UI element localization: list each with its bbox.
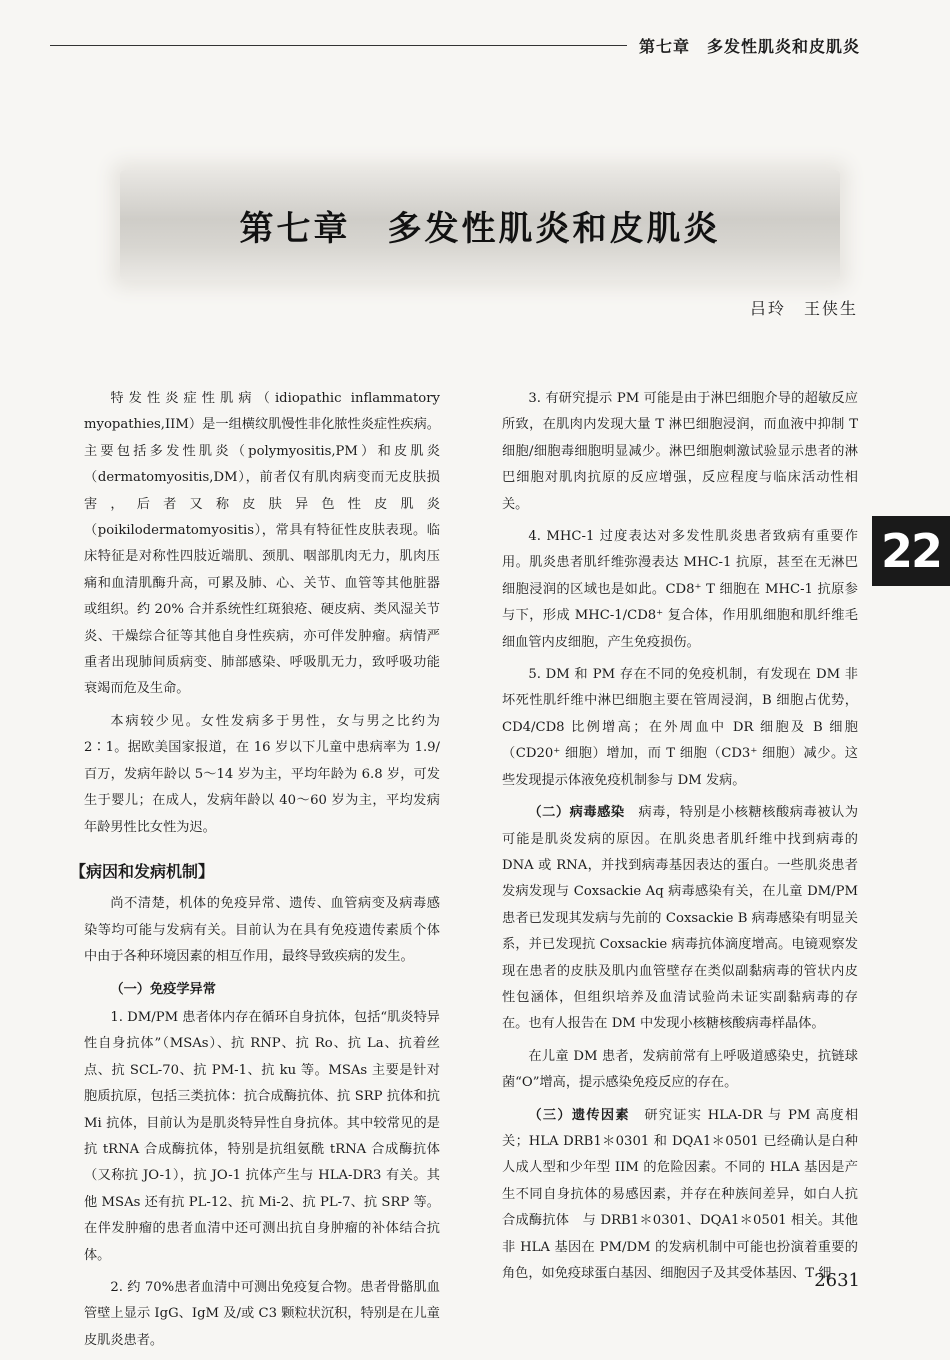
immunology-paragraph-1: 1. DM/PM 患者体内存在循环自身抗体，包括“肌炎特异性自身抗体”（MSAs）、抗 RNP、抗 Ro、抗 La、抗着丝点、抗 SCL-70、抗 PM-1、抗 ku 等。MSAs 主要是针对胞质抗原，包括三类抗体：抗合成酶抗体、抗 SRP 抗体和抗 Mi 抗体，目前认为是肌炎特异性自身抗体。其中较常见的是抗 tRNA 合成酶抗体，特别是抗组氨酰 tRNA 合成酶抗体（又称抗 JO-1），抗 JO-1 抗体产生与 HLA-DR3 有关。其他 MSAs 还有抗 PL-12、抗 Mi-2、抗 PL-7、抗 SRP 等。在伴发肿瘤的患者血清中还可测出抗自身肿瘤的补体结合抗体。 [84, 1009, 440, 1263]
subheading-virus: （二）病毒感染 [528, 805, 625, 821]
immunology-paragraph-4: 4. MHC-1 过度表达对多发性肌炎患者致病有重要作用。肌炎患者肌纤维弥漫表达 MHC-1 抗原，甚至在无淋巴细胞浸润的区域也是如此。CD8⁺ T 细胞在 MHC-1 抗原参与下，形成 MHC-1/CD8⁺ 复合体，作用肌细胞和肌纤维毛细血管内皮细胞，产生免疫损伤。 [502, 529, 858, 650]
virus-text: 病毒，特别是小核糖核酸病毒被认为可能是肌炎发病的原因。在肌炎患者肌纤维中找到病毒的 DNA 或 RNA，并找到病毒基因表达的蛋白。一些肌炎患者发病发现与 Coxsackie Aq 病毒感染有关，在儿童 DM/PM 患者已发现其发病与先前的 Coxsackie B 病毒感染有明显关系，并已发现抗 Coxsackie 病毒抗体滴度增高。电镜观察发现在患者的皮肤及肌内血管壁存在类似副黏病毒的管状内皮性包涵体，但组织培养及血清试验尚未证实副黏病毒的存在。也有人报告在 DM 中发现小核糖核酸病毒样晶体。 [502, 805, 859, 1032]
page-number: 2631 [814, 1270, 860, 1291]
genetic-text: 研究证实 HLA-DR 与 PM 高度相关；HLA DRB1＊0301 和 DQA1＊0501 已经确认是白种人成人型和少年型 IIM 的危险因素。不同的 HLA 基因是产生不同自身抗体的易感因素，并存在种族间差异，如白人抗合成酶抗体 与 DRB1＊0301、DQA1＊0501 相关。其他非 HLA 基因在 PM/DM 的发病机制中可能也扮演着重要的角色，如免疫球蛋白基因、细胞因子及其受体基因、T 细 [502, 1107, 859, 1281]
chapter-tab-marker: 22 [872, 516, 950, 586]
subheading-immunology: （一）免疫学异常 [110, 981, 216, 997]
immunology-paragraph-5: 5. DM 和 PM 存在不同的免疫机制，有发现在 DM 非坏死性肌纤维中淋巴细胞主要在管周浸润，B 细胞占优势，CD4/CD8 比例增高；在外周血中 DR 细胞及 B 细胞（CD20⁺ 细胞）增加，而 T 细胞（CD3⁺ 细胞）减少。这些发现提示体液免疫机制参与 DM 发病。 [502, 667, 858, 788]
intro-paragraph-1: 特发性炎症性肌病（idiopathic inflammatory myopathies,IIM）是一组横纹肌慢性非化脓性炎症性疾病。主要包括多发性肌炎（polymyositis,PM）和皮肌炎（dermatomyositis,DM），前者仅有肌肉病变而无皮肤损害，后者又称皮肤异色性皮肌炎（poikilodermatomyositis），常具有特征性皮肤表现。临床特征是对称性四肢近端肌、颈肌、咽部肌肉无力，肌肉压痛和血清肌酶升高，可累及肺、心、关节、血管等其他脏器或组织。约 20% 合并系统性红斑狼疮、硬皮病、类风湿关节炎、干燥综合征等其他自身性疾病，亦可伴发肿瘤。病情严重者出现肺间质病变、肺部感染、呼吸肌无力，致呼吸功能衰竭而危及生命。 [84, 391, 440, 697]
intro-paragraph-2: 本病较少见。女性发病多于男性，女与男之比约为 2∶1。据欧美国家报道，在 16 岁以下儿童中患病率为 1.9/百万，发病年龄以 5～14 岁为主，平均年龄为 6.8 岁，可发生于婴儿；在成人，发病年龄以 40～60 岁为主，平均发病年龄男性比女性为迟。 [84, 713, 440, 835]
etiology-paragraph: 尚不清楚，机体的免疫异常、遗传、血管病变及病毒感染等均可能与发病有关。目前认为在具有免疫遗传素质个体中由于各种环境因素的相互作用，最终导致疾病的发生。 [84, 896, 440, 965]
immunology-paragraph-2: 2. 约 70%患者血清中可测出免疫复合物。患者骨骼肌血管壁上显示 IgG、IgM 及/或 C3 颗粒状沉积，特别是在儿童皮肌炎患者。 [84, 1280, 440, 1348]
virus-paragraph-1 [502, 800, 858, 1038]
section-heading-etiology: 【病因和发病机制】 [70, 861, 215, 881]
virus-paragraph-2: 在儿童 DM 患者，发病前常有上呼吸道感染史，抗链球菌“O”增高，提示感染免疫反应的存在。 [502, 1048, 858, 1091]
left-column [70, 386, 440, 1360]
authors: 吕玲 王侠生 [749, 299, 858, 318]
subheading-genetics: （三）遗传因素 [528, 1107, 630, 1123]
right-column [502, 386, 858, 1293]
header-rule [50, 45, 627, 46]
genetic-paragraph [502, 1103, 858, 1288]
running-header [50, 28, 860, 62]
chapter-title-band [120, 170, 840, 280]
immunology-paragraph-3: 3. 有研究提示 PM 可能是由于淋巴细胞介导的超敏反应所致，在肌肉内发现大量 T 淋巴细胞浸润，而血液中抑制 T 细胞/细胞毒细胞明显减少。淋巴细胞刺激试验显示患者的淋巴细胞对肌肉抗原的反应增强，反应程度与临床活动性相关。 [502, 391, 858, 512]
running-header-text: 第七章 多发性肌炎和皮肌炎 [638, 36, 860, 56]
chapter-title: 第七章 多发性肌炎和皮肌炎 [239, 208, 721, 249]
